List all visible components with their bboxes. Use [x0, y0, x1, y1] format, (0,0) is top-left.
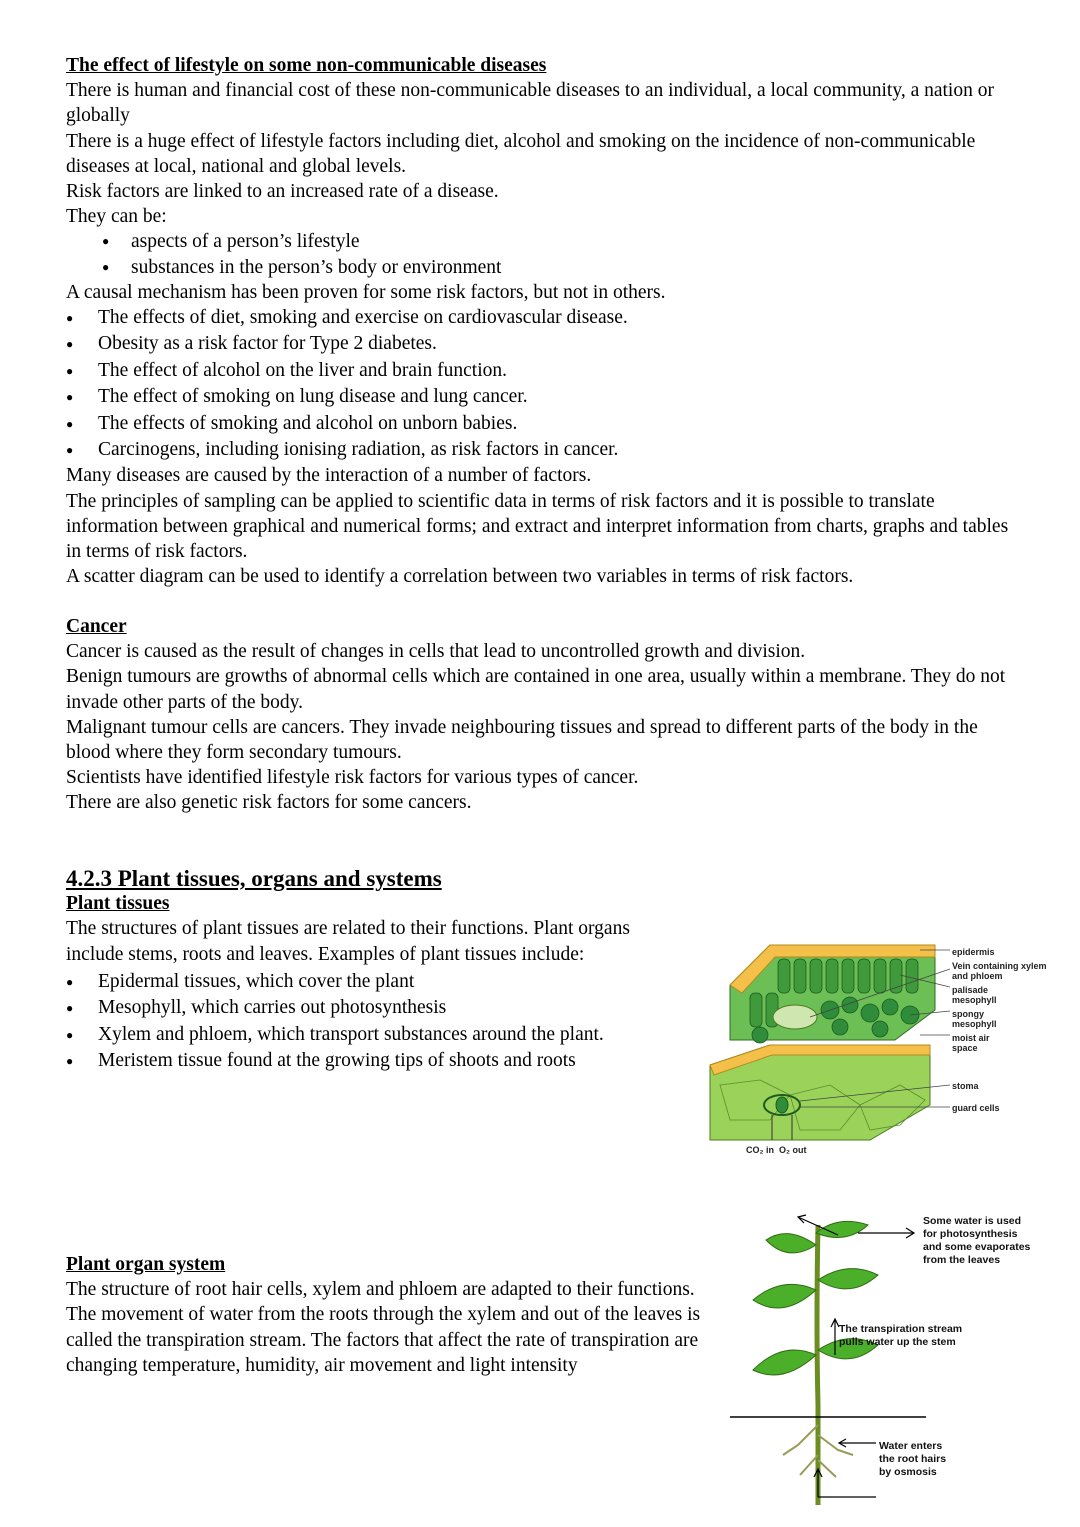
label-osmosis: Water enters the root hairs by osmosis — [879, 1440, 947, 1478]
plant-tissues-section — [66, 866, 666, 1074]
lifestyle-para-4: They can be: — [66, 206, 167, 228]
list-item: ● The effects of diet, smoking and exercise on cardiovascular disease. — [66, 305, 1026, 331]
label-stoma: stoma — [952, 1081, 979, 1091]
label-gas-exchange: CO₂ in O₂ out — [746, 1145, 807, 1155]
organ-system-para-1: The structure of root hair cells, xylem and phloem are adapted to their functions. — [66, 1279, 695, 1301]
plants-heading: 4.2.3 Plant tissues, organs and systems — [66, 866, 442, 891]
lifestyle-heading: The effect of lifestyle on some non-communicable diseases — [66, 55, 547, 76]
cancer-para-1: Cancer is caused as the result of changes in cells that lead to uncontrolled growth and division. — [66, 641, 806, 663]
plant-tissues-intro: The structures of plant tissues are related to their functions. Plant organs include stems, roots and leaves. Examples of plant tissues include: — [66, 918, 630, 965]
plant-tissues-heading: Plant tissues — [66, 893, 170, 915]
label-vein: Vein containing xylem and phloem — [952, 961, 1047, 981]
lifestyle-para-2: There is a huge effect of lifestyle factors including diet, alcohol and smoking on the incidence of non-communicable diseases at local, national and global levels. — [66, 130, 976, 177]
label-air-space: moist air space — [952, 1033, 990, 1053]
label-transpiration-stream: The transpiration stream pulls water up the stem — [839, 1323, 963, 1348]
list-item: ● substances in the person’s body or environment — [66, 255, 1026, 280]
list-item: ● Epidermal tissues, which cover the plant — [66, 969, 666, 995]
cancer-heading: Cancer — [66, 616, 127, 637]
label-guard-cells: guard cells — [952, 1103, 1000, 1113]
list-item: ● The effect of smoking on lung disease and lung cancer. — [66, 384, 1026, 410]
lifestyle-para-3: Risk factors are linked to an increased rate of a disease. — [66, 181, 499, 203]
list-item: ● Meristem tissue found at the growing tips of shoots and roots — [66, 1048, 666, 1074]
closing-para-3: A scatter diagram can be used to identify a correlation between two variables in terms of risk factors. — [66, 566, 854, 588]
cancer-para-4: Scientists have identified lifestyle risk factors for various types of cancer. — [66, 767, 639, 789]
risk-type-list — [66, 229, 1026, 279]
transpiration-diagram — [728, 1205, 1058, 1515]
cancer-para-5: There are also genetic risk factors for some cancers. — [66, 792, 472, 814]
organ-system-section — [66, 1252, 711, 1378]
cancer-para-2: Benign tumours are growths of abnormal cells which are contained in one area, usually within a membrane. They do not invade other parts of the body. — [66, 666, 1006, 713]
label-photosynthesis-evaporation: Some water is used for photosynthesis and some evaporates from the leaves — [923, 1215, 1031, 1266]
causal-list — [66, 305, 1026, 463]
list-item: ● Obesity as a risk factor for Type 2 diabetes. — [66, 331, 1026, 357]
leaf-cross-section-diagram — [700, 935, 1060, 1160]
label-epidermis: epidermis — [952, 947, 995, 957]
organ-system-heading: Plant organ system — [66, 1254, 226, 1275]
organ-system-para-2: The movement of water from the roots through the xylem and out of the leaves is called the transpiration stream. The factors that affect the rate of transpiration are changing temperature, humidity, air movement and light intensity — [66, 1304, 701, 1376]
lifestyle-para-1: There is human and financial cost of these non-communicable diseases to an individual, a local community, a nation or globally — [66, 80, 994, 127]
leaf-illustration — [700, 935, 950, 1150]
list-item: ● The effect of alcohol on the liver and brain function. — [66, 358, 1026, 384]
list-item: ● Xylem and phloem, which transport substances around the plant. — [66, 1022, 666, 1048]
closing-para-2: The principles of sampling can be applied to scientific data in terms of risk factors and it is possible to translate information between graphical and numerical forms; and extract and interpret information from charts, graphs and tables in terms of risk factors. — [66, 490, 1009, 563]
cancer-para-3: Malignant tumour cells are cancers. They invade neighbouring tissues and spread to different parts of the body in the blood where they form secondary tumours. — [66, 716, 978, 764]
list-item: ● aspects of a person’s lifestyle — [66, 229, 1026, 254]
causal-intro: A causal mechanism has been proven for some risk factors, but not in others. — [66, 281, 666, 303]
lifestyle-section — [66, 53, 1026, 589]
label-palisade: palisade mesophyll — [952, 985, 997, 1005]
closing-para-1: Many diseases are caused by the interaction of a number of factors. — [66, 465, 592, 487]
list-item: ● Mesophyll, which carries out photosynthesis — [66, 995, 666, 1021]
list-item: ● Carcinogens, including ionising radiation, as risk factors in cancer. — [66, 437, 1026, 463]
tissue-list — [66, 969, 666, 1075]
list-item: ● The effects of smoking and alcohol on unborn babies. — [66, 411, 1026, 437]
label-spongy: spongy mesophyll — [952, 1009, 997, 1029]
cancer-section — [66, 614, 1026, 816]
